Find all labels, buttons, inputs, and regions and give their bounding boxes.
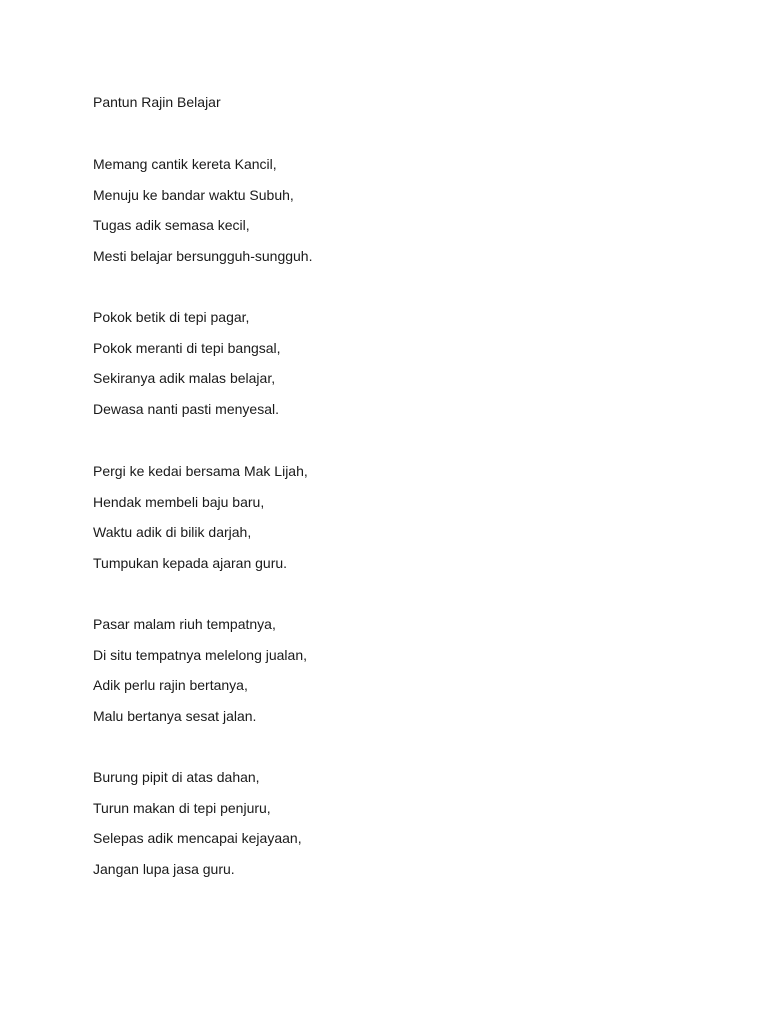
stanza-line: Hendak membeli baju baru, — [93, 493, 265, 510]
document-title: Pantun Rajin Belajar — [93, 94, 221, 110]
stanza-line: Memang cantik kereta Kancil, — [93, 156, 277, 172]
stanza-line: Dewasa nanti pasti menyesal. — [93, 401, 279, 418]
stanza-line: Adik perlu rajin bertanya, — [93, 677, 248, 694]
stanza-line: Pokok meranti di tepi bangsal, — [93, 339, 281, 356]
stanza-line: Tugas adik semasa kecil, — [93, 217, 250, 234]
stanza-4 — [93, 614, 307, 737]
stanza-line: Menuju ke bandar waktu Subuh, — [93, 186, 294, 203]
stanza-line: Jangan lupa jasa guru. — [93, 861, 235, 878]
stanza-2 — [93, 307, 281, 430]
stanza-1 — [93, 154, 312, 277]
stanza-line: Mesti belajar bersungguh-sungguh. — [93, 248, 313, 265]
stanza-line: Sekiranya adik malas belajar, — [93, 370, 276, 387]
stanza-line: Pergi ke kedai bersama Mak Lijah, — [93, 463, 308, 479]
stanza-line: Turun makan di tepi penjuru, — [93, 799, 271, 816]
stanza-line: Di situ tempatnya melelong jualan, — [93, 646, 308, 663]
stanza-line: Malu bertanya sesat jalan. — [93, 708, 257, 725]
stanza-line: Pokok betik di tepi pagar, — [93, 309, 250, 325]
stanza-5 — [93, 767, 302, 890]
stanza-line: Tumpukan kepada ajaran guru. — [93, 555, 288, 572]
stanza-line: Pasar malam riuh tempatnya, — [93, 616, 276, 632]
stanza-3 — [93, 461, 308, 584]
stanza-line: Burung pipit di atas dahan, — [93, 769, 260, 785]
stanza-line: Waktu adik di bilik darjah, — [93, 524, 252, 541]
stanza-line: Selepas adik mencapai kejayaan, — [93, 830, 302, 847]
